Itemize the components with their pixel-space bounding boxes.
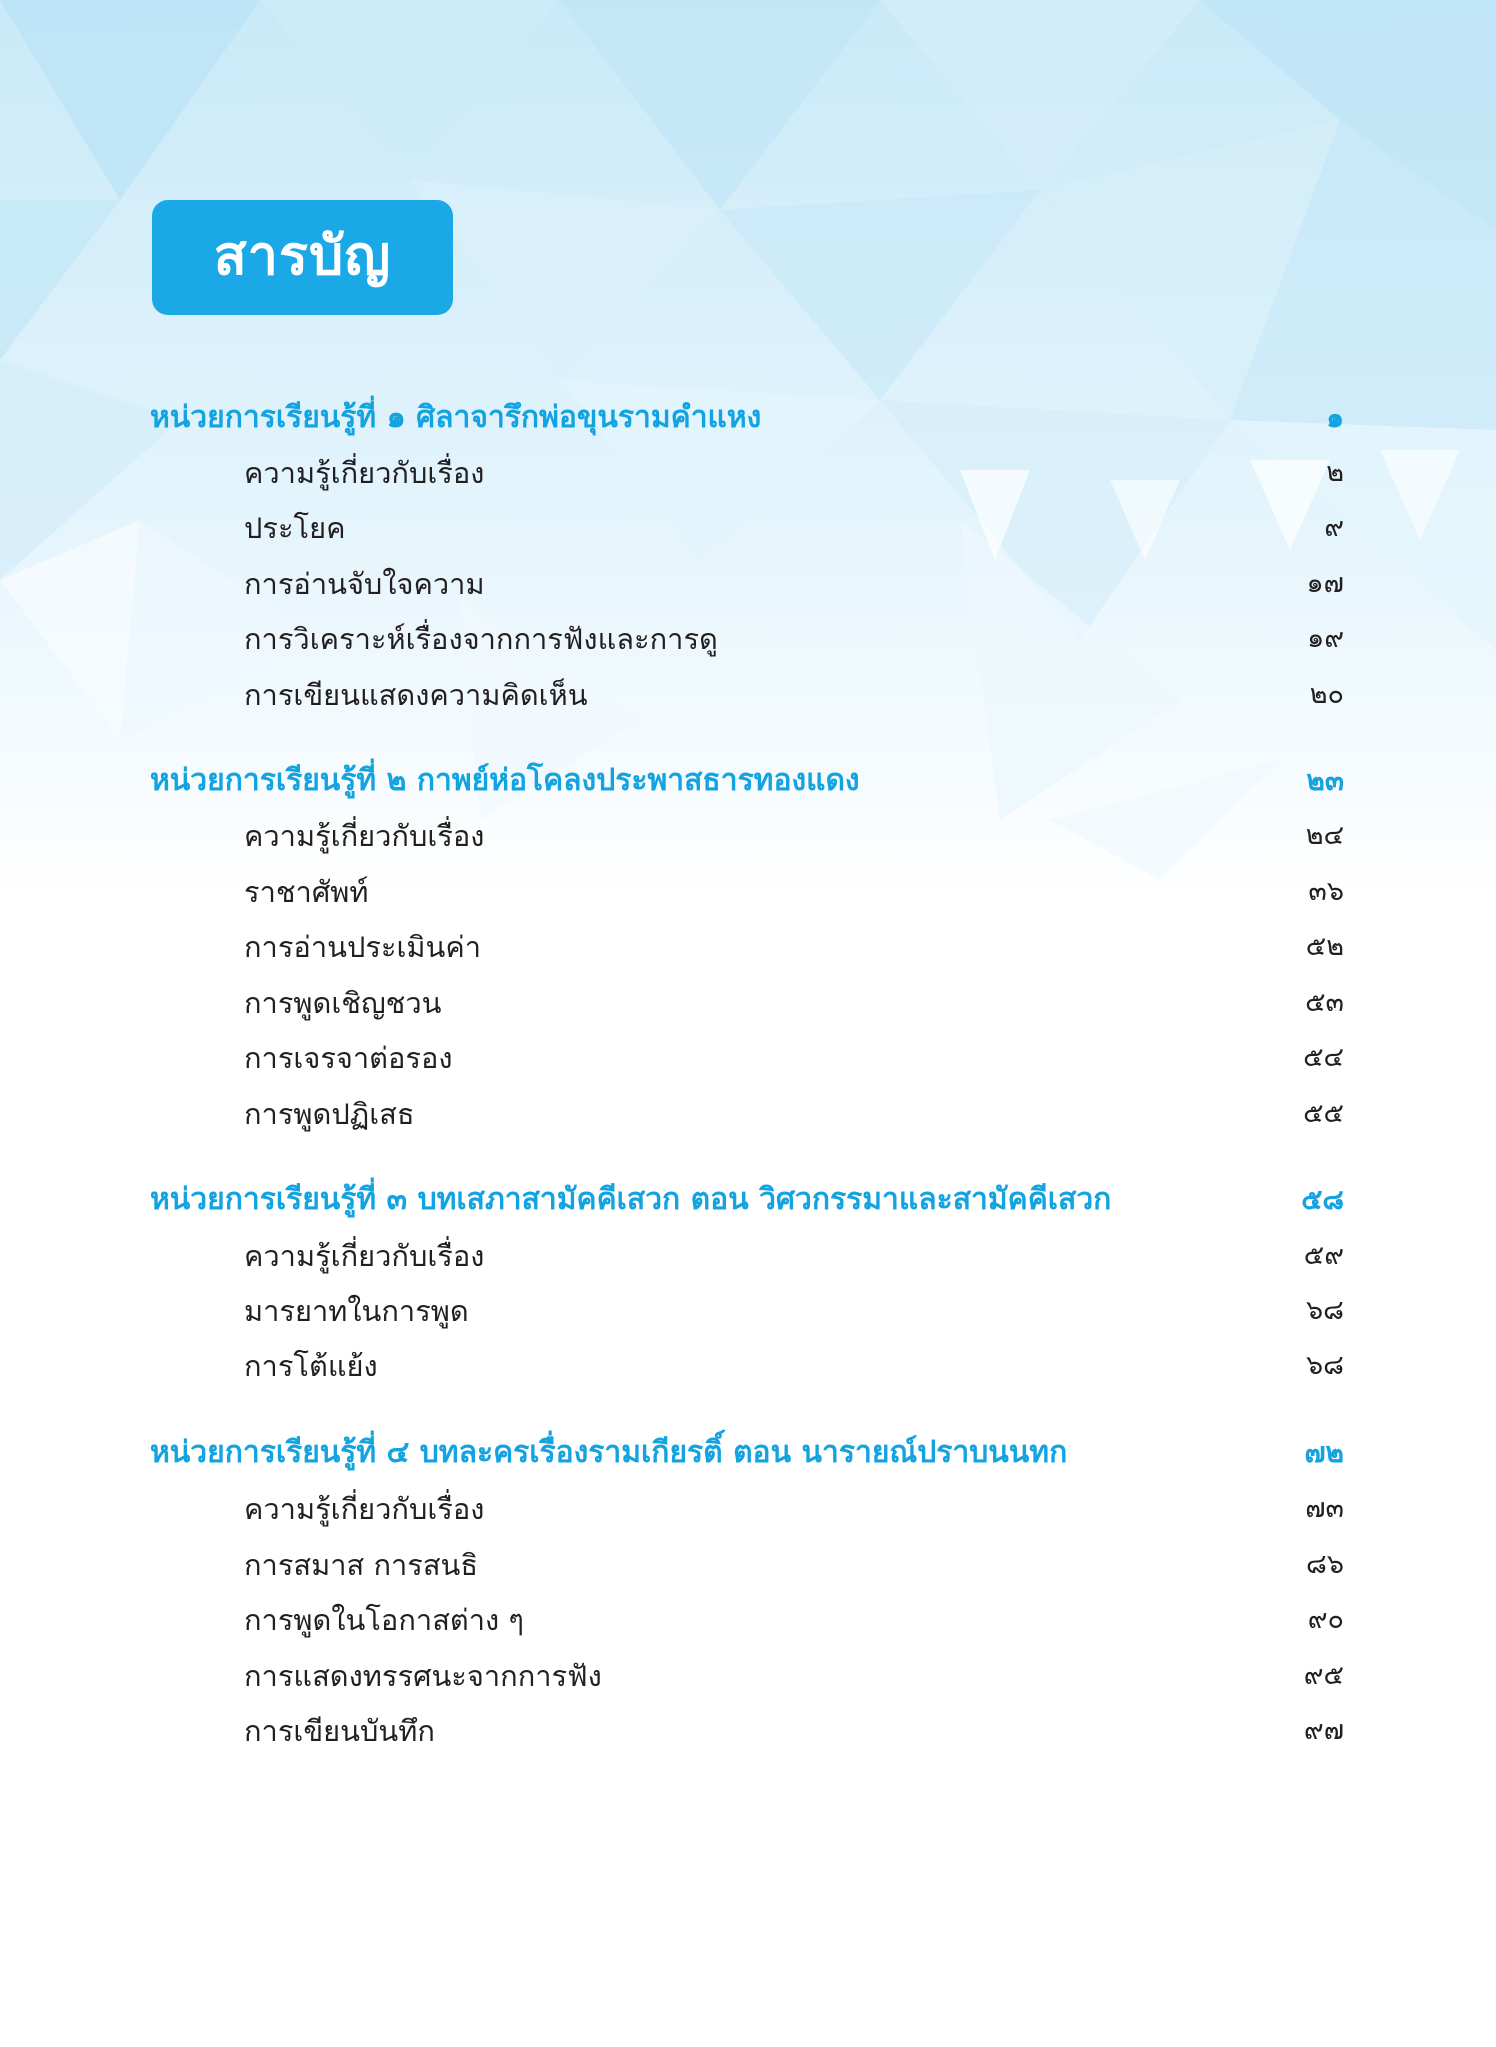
page-title: สารบัญ [213, 223, 392, 287]
unit-title: หน่วยการเรียนรู้ที่ ๔ บทละครเรื่องรามเกียรติ์ ตอน นารายณ์ปราบนนทก [150, 1435, 1068, 1470]
item-page-number: ๕๓ [1305, 987, 1344, 1018]
item-page-number: ๕๕ [1303, 1098, 1344, 1129]
item-title: ประโยค [244, 511, 346, 545]
toc-item[interactable] [0, 978, 1496, 1028]
toc-item[interactable] [0, 1540, 1496, 1590]
unit-title: หน่วยการเรียนรู้ที่ ๑ ศิลาจารึกพ่อขุนรามคำแหง [150, 400, 762, 435]
item-page-number: ๙๐ [1307, 1604, 1344, 1635]
item-title: มารยาทในการพูด [244, 1294, 469, 1328]
unit-title: หน่วยการเรียนรู้ที่ ๒ กาพย์ห่อโคลงประพาสธารทองแดง [150, 763, 860, 798]
item-title: การวิเคราะห์เรื่องจากการฟังและการดู [244, 622, 718, 656]
item-title: การพูดในโอกาสต่าง ๆ [244, 1603, 524, 1637]
item-page-number: ๒๐ [1309, 679, 1344, 710]
toc-item[interactable] [0, 1089, 1496, 1139]
item-page-number: ๑๗ [1306, 568, 1344, 599]
item-page-number: ๒ [1326, 457, 1344, 488]
toc-item[interactable] [0, 1286, 1496, 1336]
item-page-number: ๙๗ [1303, 1715, 1344, 1746]
toc-item[interactable] [0, 1033, 1496, 1083]
item-page-number: ๖๘ [1306, 1350, 1344, 1381]
toc-unit-3[interactable] [0, 1175, 1496, 1225]
item-title: การพูดเชิญชวน [244, 986, 442, 1020]
item-page-number: ๕๒ [1305, 931, 1344, 962]
toc-item[interactable] [0, 670, 1496, 720]
toc-item[interactable] [0, 1231, 1496, 1281]
item-title: การเขียนบันทึก [244, 1714, 435, 1748]
item-title: ความรู้เกี่ยวกับเรื่อง [244, 819, 485, 853]
unit-page-number: ๗๒ [1304, 1436, 1344, 1469]
toc-item[interactable] [0, 1706, 1496, 1756]
toc-item[interactable] [0, 811, 1496, 861]
unit-page-number: ๒๓ [1306, 764, 1344, 797]
item-title: การเขียนแสดงความคิดเห็น [244, 678, 588, 712]
toc-unit-1[interactable] [0, 393, 1496, 443]
toc-item[interactable] [0, 1651, 1496, 1701]
item-title: การเจรจาต่อรอง [244, 1041, 453, 1075]
item-title: การโต้แย้ง [244, 1349, 378, 1383]
toc-unit-4[interactable] [0, 1428, 1496, 1478]
item-page-number: ๒๔ [1305, 820, 1344, 851]
item-page-number: ๑๙ [1307, 623, 1344, 654]
toc-item[interactable] [0, 559, 1496, 609]
item-title: ความรู้เกี่ยวกับเรื่อง [244, 1239, 485, 1273]
unit-page-number: ๕๘ [1301, 1183, 1344, 1216]
item-title: ราชาศัพท์ [244, 875, 369, 909]
toc-item[interactable] [0, 922, 1496, 972]
item-page-number: ๘๖ [1306, 1549, 1344, 1580]
item-title: การสมาส การสนธิ [244, 1548, 479, 1582]
toc-unit-2[interactable] [0, 756, 1496, 806]
item-title: การพูดปฏิเสธ [244, 1097, 415, 1131]
toc-item[interactable] [0, 1341, 1496, 1391]
toc-item[interactable] [0, 614, 1496, 664]
toc-item[interactable] [0, 448, 1496, 498]
item-title: ความรู้เกี่ยวกับเรื่อง [244, 456, 485, 490]
item-page-number: ๙๕ [1303, 1660, 1344, 1691]
item-title: ความรู้เกี่ยวกับเรื่อง [244, 1492, 485, 1526]
item-title: การแสดงทรรศนะจากการฟัง [244, 1659, 602, 1693]
item-title: การอ่านประเมินค่า [244, 930, 482, 964]
item-page-number: ๕๙ [1303, 1240, 1344, 1271]
unit-page-number: ๑ [1326, 401, 1344, 434]
toc-item[interactable] [0, 867, 1496, 917]
toc-item[interactable] [0, 1595, 1496, 1645]
unit-title: หน่วยการเรียนรู้ที่ ๓ บทเสภาสามัคคีเสวก ตอน วิศวกรรมาและสามัคคีเสวก [150, 1182, 1112, 1217]
item-title: การอ่านจับใจความ [244, 567, 485, 601]
item-page-number: ๕๔ [1303, 1042, 1344, 1073]
item-page-number: ๗๓ [1305, 1493, 1344, 1524]
item-page-number: ๖๘ [1306, 1295, 1344, 1326]
toc-item[interactable] [0, 503, 1496, 553]
item-page-number: ๓๖ [1308, 876, 1344, 907]
title-banner [152, 200, 453, 315]
item-page-number: ๙ [1324, 512, 1344, 543]
toc-item[interactable] [0, 1484, 1496, 1534]
